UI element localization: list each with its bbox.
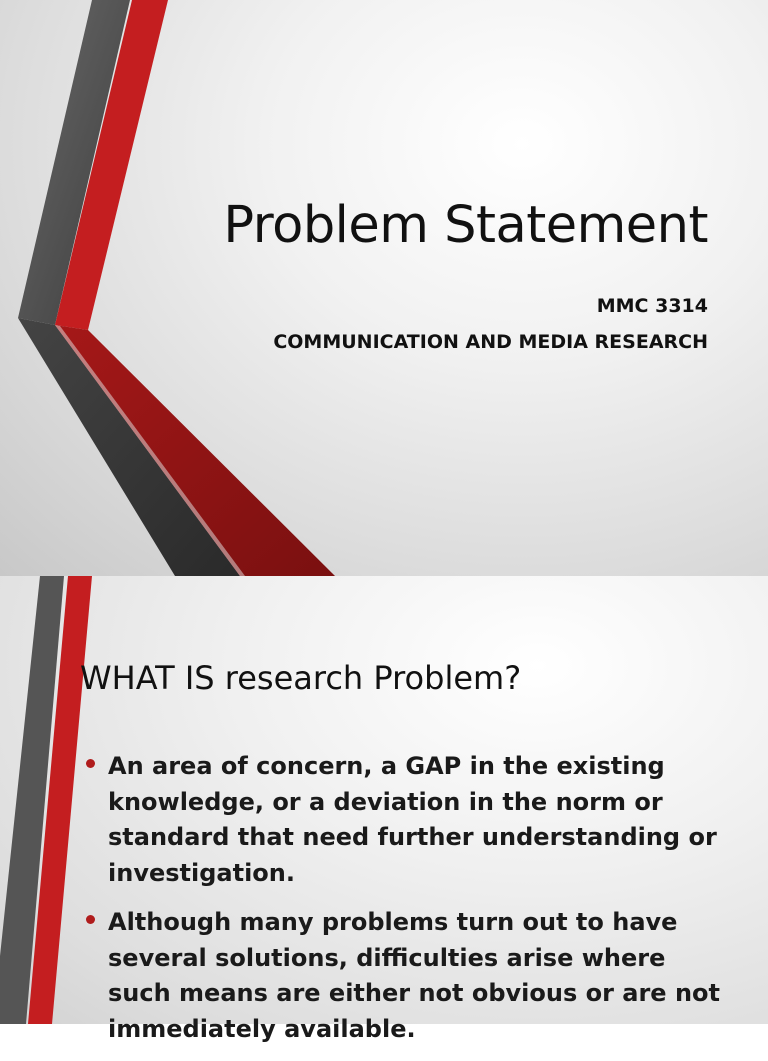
slide-heading: WHAT IS research Problem?	[80, 659, 522, 697]
bullet-text: An area of concern, a GAP in the existing knowledge, or a deviation in the norm or standard that need further understanding or investigation.	[108, 752, 717, 887]
course-code: MMC 3314	[596, 295, 708, 317]
slide-research-problem	[0, 576, 768, 1043]
course-name: COMMUNICATION AND MEDIA RESEARCH	[273, 331, 708, 353]
bullet-icon	[86, 915, 95, 924]
dark-stripe-lower	[18, 318, 240, 576]
list-item	[86, 905, 726, 1047]
slide-title-heading: Problem Statement	[223, 196, 708, 255]
bullet-list	[86, 749, 726, 1061]
bullet-icon	[86, 759, 95, 768]
bullet-text: Although many problems turn out to have several solutions, difficulties arise where such means are either not obvious or are not immediately available.	[108, 908, 720, 1043]
list-item	[86, 749, 726, 891]
